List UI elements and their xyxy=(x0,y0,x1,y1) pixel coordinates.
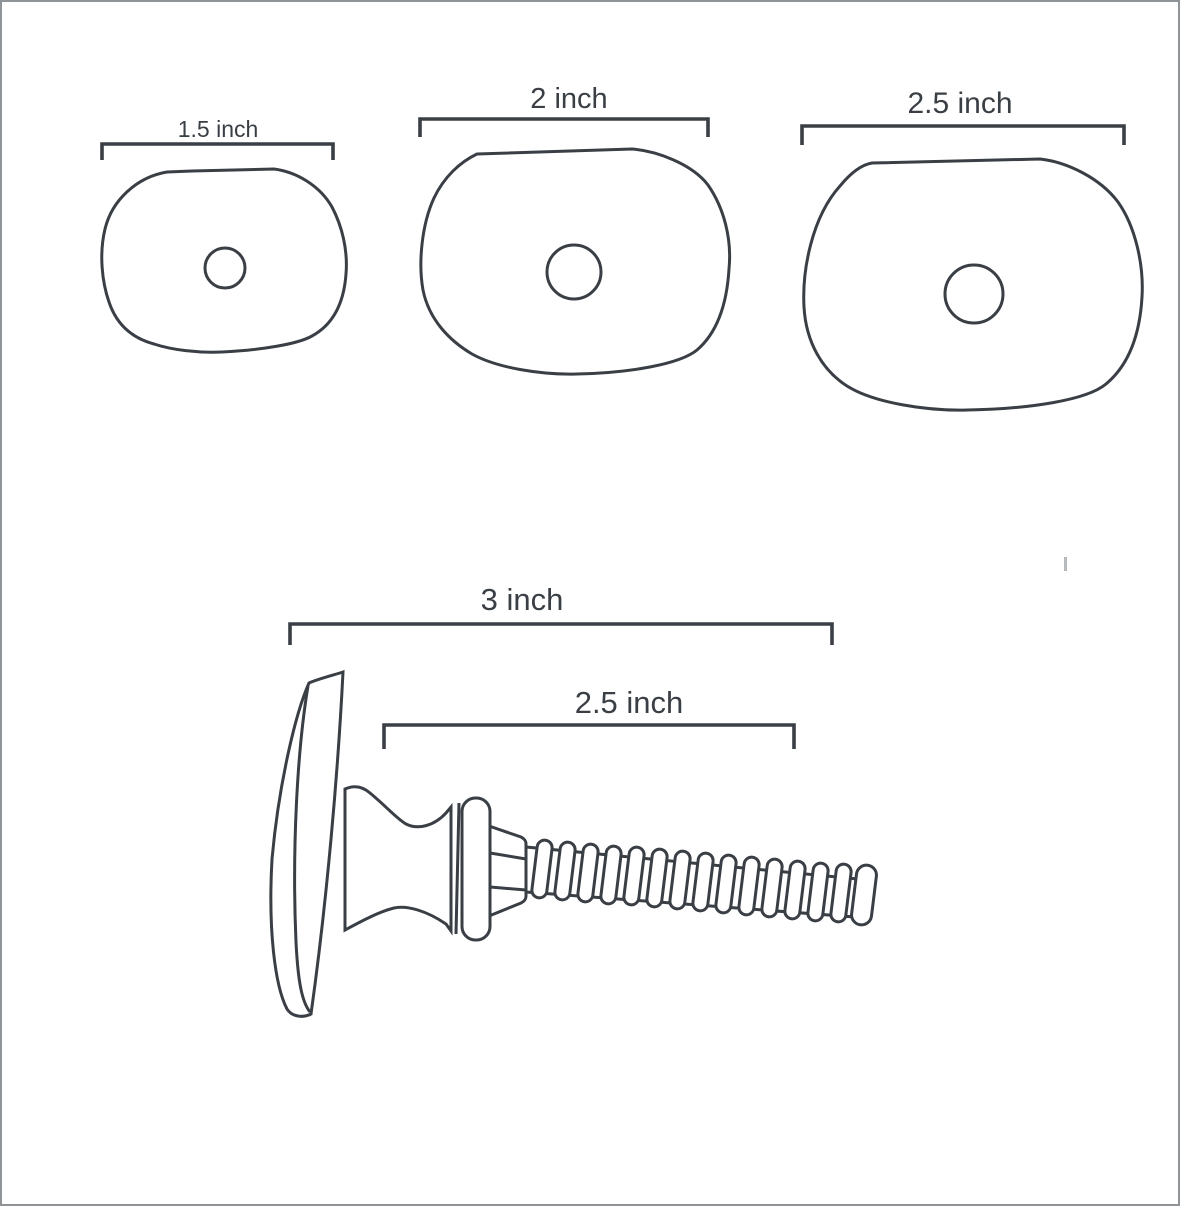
screw-hole-medium xyxy=(547,245,601,299)
knob-washer xyxy=(462,798,490,940)
screw-thread-rib xyxy=(761,858,783,917)
dimension-label-overall: 3 inch xyxy=(480,582,564,617)
knob-disc-outline xyxy=(271,672,343,1016)
hex-nut xyxy=(489,826,526,916)
dimension-label-large: 2.5 inch xyxy=(907,87,1013,120)
screw-thread-rib xyxy=(807,862,829,921)
dimension-label-screw: 2.5 inch xyxy=(574,685,684,720)
screw-thread-rib xyxy=(692,852,714,911)
knob-neck-base-rim xyxy=(456,803,459,934)
dimension-bracket-large xyxy=(802,126,1124,145)
knob-disc xyxy=(271,672,343,1016)
knob-neck xyxy=(345,787,451,931)
screw-hole-large xyxy=(945,265,1003,323)
threaded-screw xyxy=(526,839,878,926)
screw-thread-rib xyxy=(830,863,852,922)
dimension-bracket-medium xyxy=(420,119,708,137)
screw-thread-rib xyxy=(784,860,806,919)
knob-top-view-medium xyxy=(421,149,730,374)
diagram-canvas xyxy=(2,2,1180,1206)
knob-top-view-large xyxy=(804,159,1143,410)
knob-top-view-large-group xyxy=(802,87,1142,410)
screw-thread-rib xyxy=(646,848,668,907)
dimension-bracket-screw xyxy=(384,725,794,749)
dimension-label-small: 1.5 inch xyxy=(177,116,259,142)
dimension-label-medium: 2 inch xyxy=(530,83,608,115)
screw-hole-small xyxy=(205,248,245,288)
dimension-bracket-small xyxy=(102,144,333,160)
screw-thread-rib xyxy=(715,854,737,913)
knob-top-view-medium-group xyxy=(420,83,730,374)
knob-top-view-small-group xyxy=(102,116,347,352)
screw-thread-tip xyxy=(850,864,877,926)
hex-nut-body xyxy=(489,826,526,916)
scan-artifact-mark xyxy=(1064,557,1067,571)
knob-top-view-small xyxy=(102,169,347,352)
screw-thread-rib xyxy=(669,850,691,909)
screw-thread-rib xyxy=(738,856,760,915)
dimension-bracket-overall xyxy=(290,624,832,645)
knob-side-view xyxy=(271,582,878,1016)
